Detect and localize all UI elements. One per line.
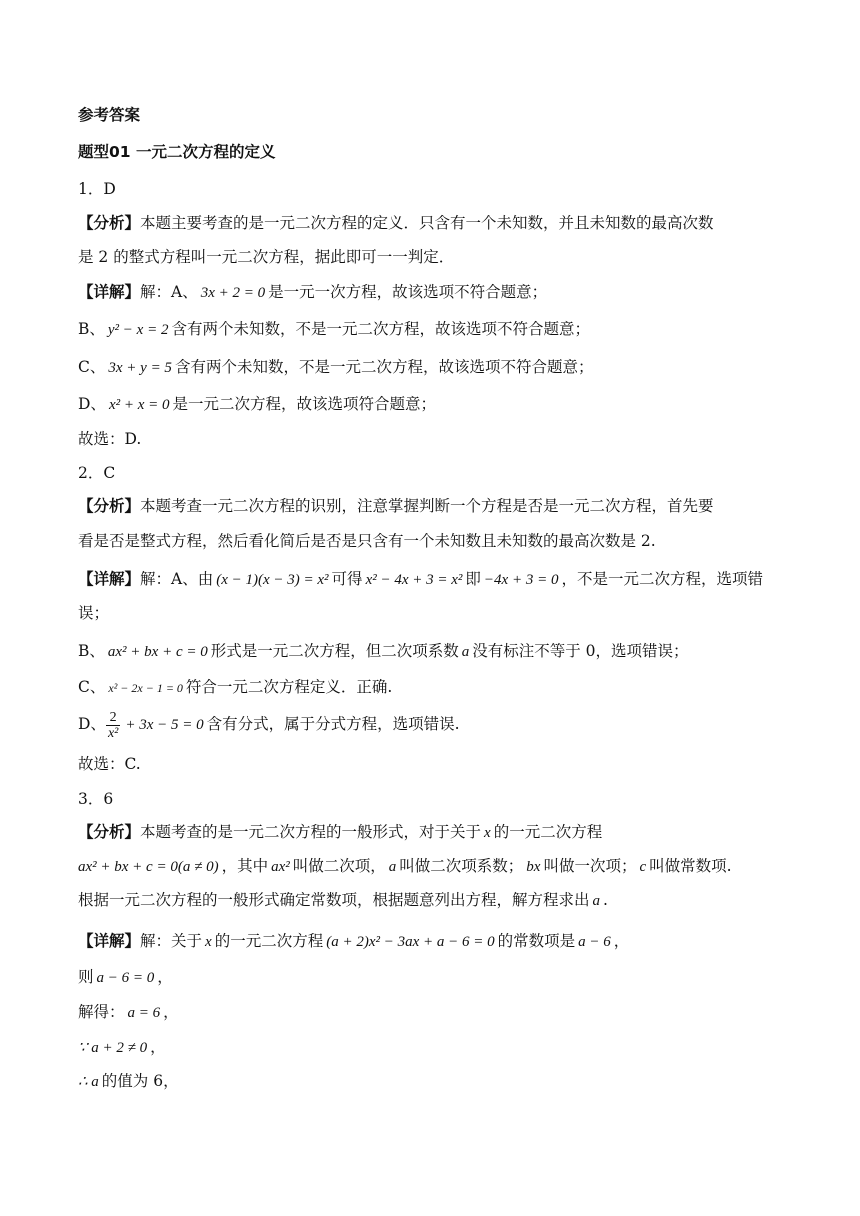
detail-tag: 【详解】 <box>78 932 141 950</box>
q2-analysis-line-2: 看是否是整式方程，然后看化简后是否是只含有一个未知数且未知数的最高次数是 2. <box>78 532 656 550</box>
option-label: B、 <box>78 320 105 338</box>
equation: (x − 1)(x − 3) = x² <box>216 572 329 588</box>
q1-analysis-line-1 <box>78 212 714 234</box>
analysis-tag: 【分析】 <box>78 497 141 515</box>
q2-choice: 故选：C. <box>78 755 141 773</box>
explanation-text: 的常数项是 <box>497 932 576 950</box>
equation: ∴ a <box>78 1074 99 1090</box>
equation: x² − 4x + 3 = x² <box>365 572 463 588</box>
analysis-text: 叫做二次项系数； <box>399 857 524 875</box>
q2-detail-a <box>78 568 763 591</box>
analysis-tag: 【分析】 <box>78 823 141 841</box>
option-label: C、 <box>78 358 106 376</box>
equation: x² + x = 0 <box>108 397 170 413</box>
analysis-text: 根据一元二次方程的一般形式确定常数项，根据题意列出方程，解方程求出 <box>78 891 590 909</box>
fraction <box>106 710 120 741</box>
explanation-text: 含有两个未知数，不是一元二次方程，故该选项不符合题意； <box>171 320 590 338</box>
q1-detail-c <box>78 356 593 379</box>
explanation-text: 含有两个未知数，不是一元二次方程，故该选项不符合题意； <box>174 358 594 376</box>
equation: a − 6 <box>578 934 611 950</box>
detail-tag: 【详解】 <box>78 570 141 588</box>
explanation-text: 是一元一次方程，故该选项不符合题意； <box>268 283 548 301</box>
q3-analysis-line-1 <box>78 821 602 844</box>
option-label: 解：A、 <box>140 283 198 301</box>
option-label: D、 <box>78 715 106 733</box>
q1-number: 1．D <box>78 180 116 198</box>
analysis-text: 本题主要考查的是一元二次方程的定义．只含有一个未知数，并且未知数的最高次数 <box>140 214 714 232</box>
connector-text: 可得 <box>331 570 363 588</box>
option-label: 解：A、由 <box>140 570 214 588</box>
analysis-text: 叫做二次项， <box>292 857 386 875</box>
explanation-text: 解：关于 <box>140 932 203 950</box>
section-title: 题型01 一元二次方程的定义 <box>78 143 276 161</box>
q3-detail-line-5 <box>78 1070 179 1093</box>
equation: y² − x = 2 <box>107 322 169 338</box>
analysis-text: 叫做一次项； <box>543 857 637 875</box>
q1-detail-a <box>78 281 547 304</box>
equation: bx <box>526 859 541 875</box>
explanation-text: ， <box>163 1003 179 1021</box>
connector-text: 即 <box>465 570 481 588</box>
equation: a = 6 <box>127 1005 161 1021</box>
fraction-numerator: 2 <box>106 710 120 726</box>
answer-title: 参考答案 <box>78 106 141 124</box>
q3-detail-line-1 <box>78 930 629 953</box>
analysis-text: 本题考查的是一元二次方程的一般形式，对于关于 <box>140 823 482 841</box>
equation: −4x + 3 = 0 <box>483 572 559 588</box>
q2-detail-b <box>78 640 689 663</box>
variable: c <box>639 859 647 875</box>
q3-detail-line-4 <box>78 1036 166 1059</box>
q2-number: 2．C <box>78 464 116 482</box>
variable: a <box>592 893 601 909</box>
equation: (a + 2)x² − 3ax + a − 6 = 0 <box>326 934 495 950</box>
explanation-text: 解得： <box>78 1003 125 1021</box>
analysis-text: 叫做常数项. <box>649 857 732 875</box>
analysis-text: 本题考查一元二次方程的识别，注意掌握判断一个方程是否是一元二次方程，首先要 <box>140 497 714 515</box>
explanation-text: 没有标注不等于 0，选项错误； <box>472 642 689 660</box>
q2-detail-d <box>78 708 460 741</box>
variable: a <box>461 644 470 660</box>
analysis-text: 的一元二次方程 <box>493 823 603 841</box>
variable: x <box>205 934 212 950</box>
explanation-text: 的值为 6， <box>101 1072 179 1090</box>
explanation-text: ， <box>150 1038 166 1056</box>
variable: a <box>388 859 397 875</box>
q2-analysis-line-1 <box>78 495 714 517</box>
q3-analysis-line-2 <box>78 855 732 878</box>
q2-detail-a-cont: 误； <box>78 604 110 622</box>
q3-analysis-line-3 <box>78 889 608 912</box>
analysis-text: ，其中 <box>221 857 269 875</box>
explanation-text: ， <box>613 932 630 950</box>
q3-detail-line-2 <box>78 966 173 989</box>
analysis-tag: 【分析】 <box>78 214 141 232</box>
fraction-denominator: x² <box>107 725 119 741</box>
equation: ax² + bx + c = 0 <box>107 644 208 660</box>
equation: ax² <box>271 859 290 875</box>
analysis-text: . <box>603 891 608 909</box>
q1-detail-b <box>78 318 590 341</box>
q3-detail-line-3 <box>78 1001 179 1024</box>
equation: 3x + 2 = 0 <box>200 285 266 301</box>
equation: 3x + y = 5 <box>108 360 172 376</box>
q1-choice: 故选：D. <box>78 430 142 448</box>
equation: ax² + bx + c = 0(a ≠ 0) <box>78 859 219 875</box>
q2-detail-c <box>78 676 392 699</box>
option-label: B、 <box>78 642 105 660</box>
option-label: D、 <box>78 395 106 413</box>
explanation-text: 符合一元二次方程定义．正确. <box>185 678 393 696</box>
detail-tag: 【详解】 <box>78 283 141 301</box>
q3-number: 3．6 <box>78 790 114 808</box>
equation: x² − 2x − 1 = 0 <box>108 681 183 695</box>
option-label: C、 <box>78 678 106 696</box>
equation: ∵ a + 2 ≠ 0 <box>78 1040 148 1056</box>
explanation-text: 含有分式，属于分式方程，选项错误. <box>206 715 460 733</box>
explanation-text: 的一元二次方程 <box>214 932 324 950</box>
explanation-text: ， <box>157 968 173 986</box>
q1-detail-d <box>78 393 436 416</box>
equation: a − 6 = 0 <box>96 970 155 986</box>
explanation-text: ，不是一元二次方程，选项错 <box>561 570 763 588</box>
explanation-text: 形式是一元二次方程，但二次项系数 <box>210 642 459 660</box>
explanation-text: 是一元二次方程，故该选项符合题意； <box>172 395 437 413</box>
equation: + 3x − 5 = 0 <box>125 717 204 733</box>
q1-analysis-line-2: 是 2 的整式方程叫一元二次方程，据此即可一一判定． <box>78 248 455 266</box>
explanation-text: 则 <box>78 968 94 986</box>
variable: x <box>484 825 491 841</box>
